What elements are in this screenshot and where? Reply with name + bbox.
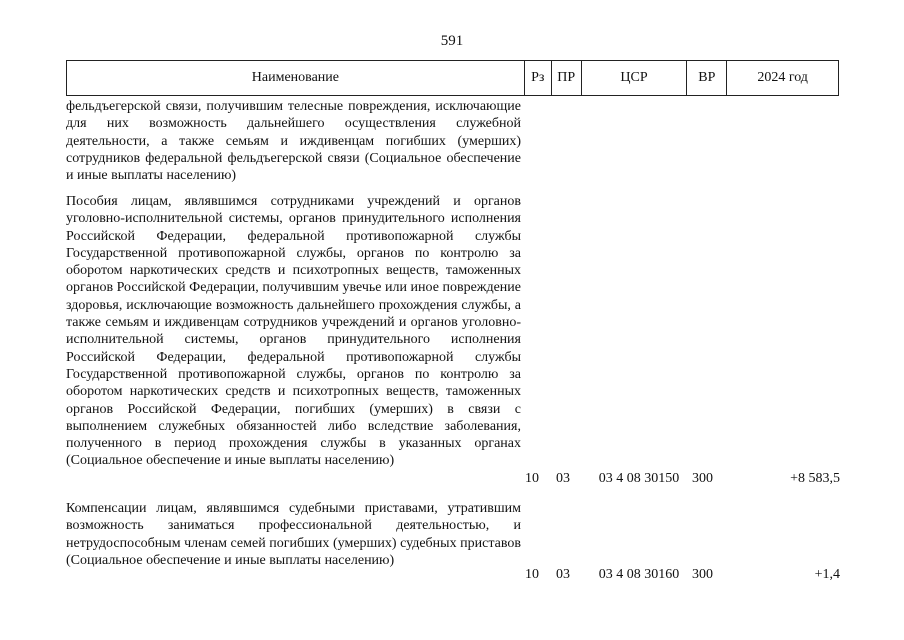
table-row-1-values <box>0 470 904 488</box>
row-2-text: Компенсации лицам, являвшимся судебными приставами, утратившим возможность заниматься профессиональной деятельностью, и нетрудоспособным членам семей погибших (умерших) судебных приставов (Социальное обеспечение и иные выплаты населению) <box>66 501 521 568</box>
header-year: 2024 год <box>757 70 808 85</box>
row-2-csr: 03 4 08 30160 <box>598 567 680 582</box>
table-row-2-values <box>0 566 904 584</box>
row-0-text: фельдъегерской связи, получившим телесные повреждения, исключающие для них возможность дальнейшего осуществления служебной деятельности, а также семьям и иждивенцам погибших (умерших) сотрудников федеральной фельдъегерской связи (Социальное обеспечение и иные выплаты населению) <box>66 99 521 184</box>
row-2-amount: +1,4 <box>814 567 840 582</box>
row-1-csr: 03 4 08 30150 <box>598 471 680 486</box>
row-1-amount: +8 583,5 <box>790 471 840 486</box>
row-2-pr: 03 <box>556 567 570 582</box>
header-csr: ЦСР <box>582 61 688 95</box>
row-1-text: Пособия лицам, являвшимся сотрудниками учреждений и органов уголовно-исполнительной системы, органов принудительного исполнения Российской Федерации, федеральной противопожарной службы Государственной противопожарной службы, органов по контролю за оборотом наркотических средств и психотропных веществ, таможенных органов Российской Федерации, получившим увечье или иное повреждение здоровья, исключающие возможность дальнейшего прохождения службы, а также семьям и иждивенцам сотрудников учреждений и органов уголовно-исполнительной системы, органов принудительного исполнения Российской Федерации, федеральной противопожарной службы Государственной противопожарной службы, органов по контролю за оборотом наркотических средств и психотропных веществ, таможенных органов Российской Федерации, погибших (умерших) в связи с выполнением служебных обязанностей либо вследствие заболевания, полученного в период прохождения службы в указанных органах (Социальное обеспечение и иные выплаты населению) <box>66 194 521 469</box>
row-1-rz: 10 <box>525 471 539 486</box>
header-rz: Рз <box>525 61 552 95</box>
header-vr: ВР <box>687 61 727 95</box>
row-1-pr: 03 <box>556 471 570 486</box>
table-header <box>66 60 839 96</box>
row-2-rz: 10 <box>525 567 539 582</box>
row-1-vr: 300 <box>692 471 713 486</box>
header-name: Наименование <box>67 61 525 95</box>
header-pr: ПР <box>552 61 582 95</box>
page-number: 591 <box>440 33 464 49</box>
row-2-vr: 300 <box>692 567 713 582</box>
